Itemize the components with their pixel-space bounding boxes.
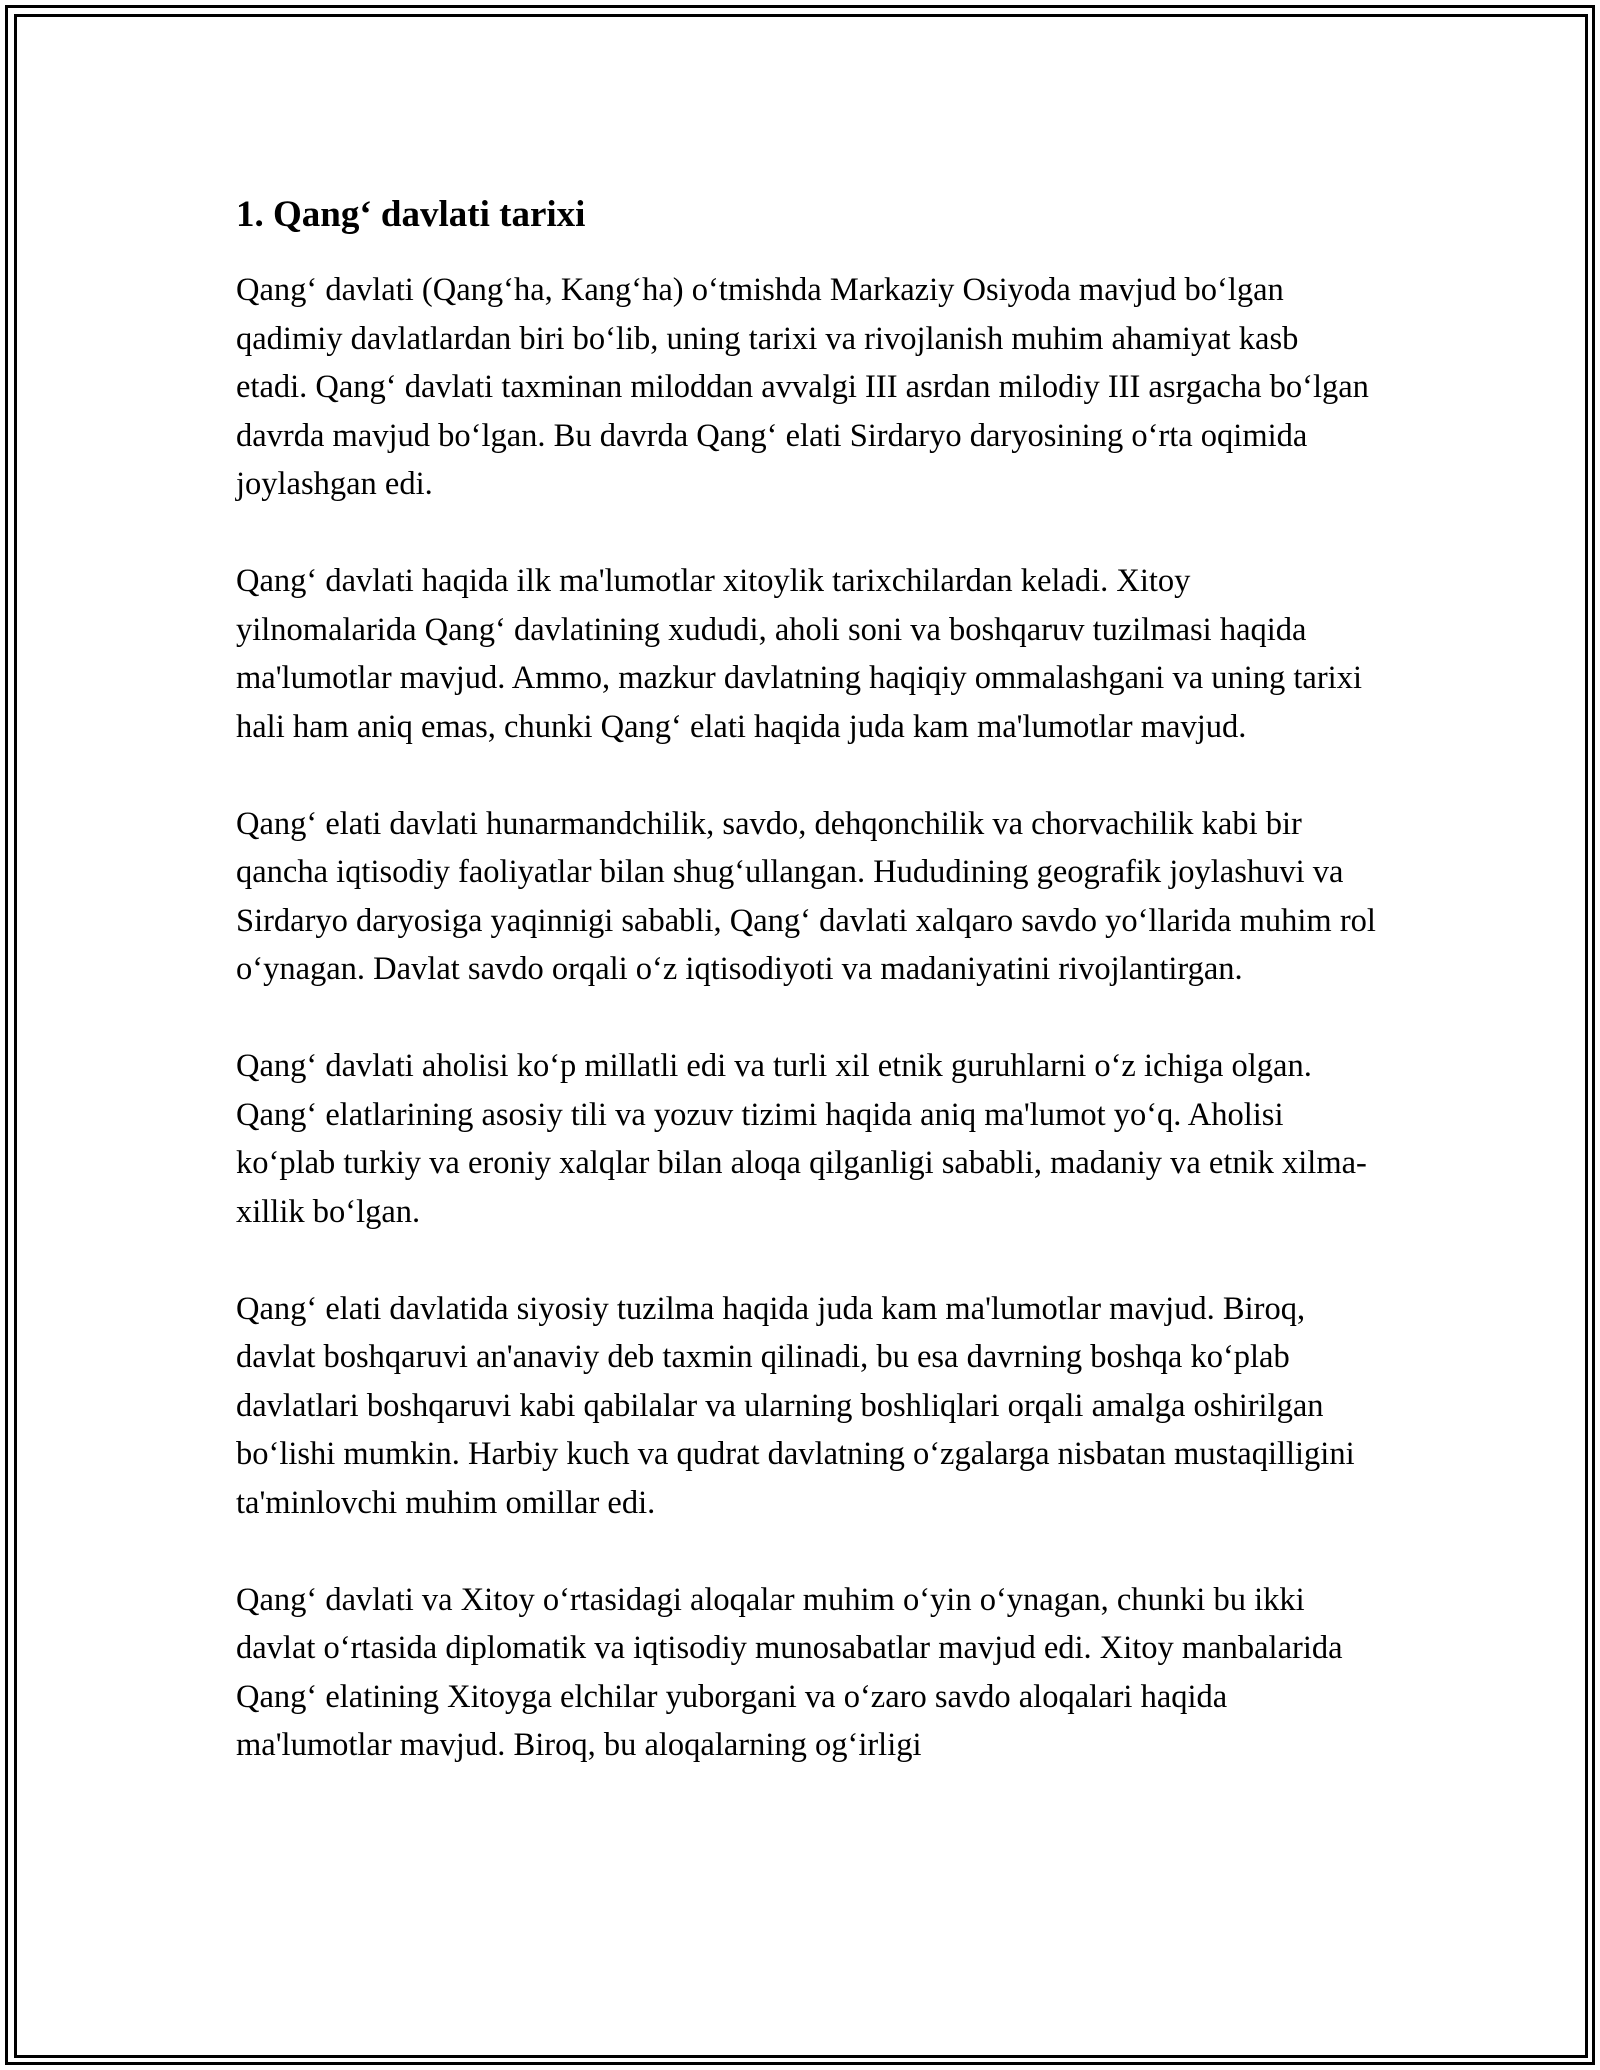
paragraph-2: Qang‘ davlati haqida ilk ma'lumotlar xitoylik tarixchilardan keladi. Xitoy yilnomalarida Qang‘ davlatining xududi, aholi soni va boshqaruv tuzilmasi haqida ma'lumotlar mavjud. Ammo, mazkur davlatning haqiqiy ommalashgani va uning tarixi hali ham aniq emas, chunki Qang‘ elati haqida juda kam ma'lumotlar mavjud.	[236, 563, 1362, 745]
paragraph-5: Qang‘ elati davlatida siyosiy tuzilma haqida juda kam ma'lumotlar mavjud. Biroq, davlat boshqaruvi an'anaviy deb taxmin qilinadi, bu esa davrning boshqa ko‘plab davlatlari boshqaruvi kabi qabilalar va ularning boshliqlari orqali amalga oshirilgan bo‘lishi mumkin. Harbiy kuch va qudrat davlatning o‘zgalarga nisbatan mustaqilligini ta'minlovchi muhim omillar edi.	[236, 1290, 1355, 1521]
paragraph-6: Qang‘ davlati va Xitoy o‘rtasidagi aloqalar muhim o‘yin o‘ynagan, chunki bu ikki davlat o‘rtasida diplomatik va iqtisodiy munosabatlar mavjud edi. Xitoy manbalarida Qang‘ elatining Xitoyga elchilar yuborgani va o‘zaro savdo aloqalari haqida ma'lumotlar mavjud. Biroq, bu aloqalarning og‘irligi	[236, 1581, 1343, 1763]
paragraph-4: Qang‘ davlati aholisi ko‘p millatli edi va turli xil etnik guruhlarni o‘z ichiga olgan. Qang‘ elatlarining asosiy tili va yozuv tizimi haqida aniq ma'lumot yo‘q. Aholisi ko‘plab turkiy va eroniy xalqlar bilan aloqa qilganligi sababli, madaniy va etnik xilma-xillik bo‘lgan.	[236, 1048, 1367, 1230]
paragraph-1: Qang‘ davlati (Qang‘ha, Kang‘ha) o‘tmishda Markaziy Osiyoda mavjud bo‘lgan qadimiy davlatlardan biri bo‘lib, uning tarixi va rivojlanish muhim ahamiyat kasb etadi. Qang‘ davlati taxminan miloddan avvalgi III asrdan milodiy III asrgacha bo‘lgan davrda mavjud bo‘lgan. Bu davrda Qang‘ elati Sirdaryo daryosining o‘rta oqimida joylashgan edi.	[236, 272, 1369, 502]
paragraph-3: Qang‘ elati davlati hunarmandchilik, savdo, dehqonchilik va chorvachilik kabi bir qancha iqtisodiy faoliyatlar bilan shug‘ullangan. Hududining geografik joylashuvi va Sirdaryo daryosiga yaqinnigi sababli, Qang‘ davlati xalqaro savdo yo‘llarida muhim rol o‘ynagan. Davlat savdo orqali o‘z iqtisodiyoti va madaniyatini rivojlantirgan.	[236, 805, 1376, 987]
document-body	[236, 186, 1376, 1818]
page-title: 1. Qang‘ davlati tarixi	[236, 194, 586, 235]
